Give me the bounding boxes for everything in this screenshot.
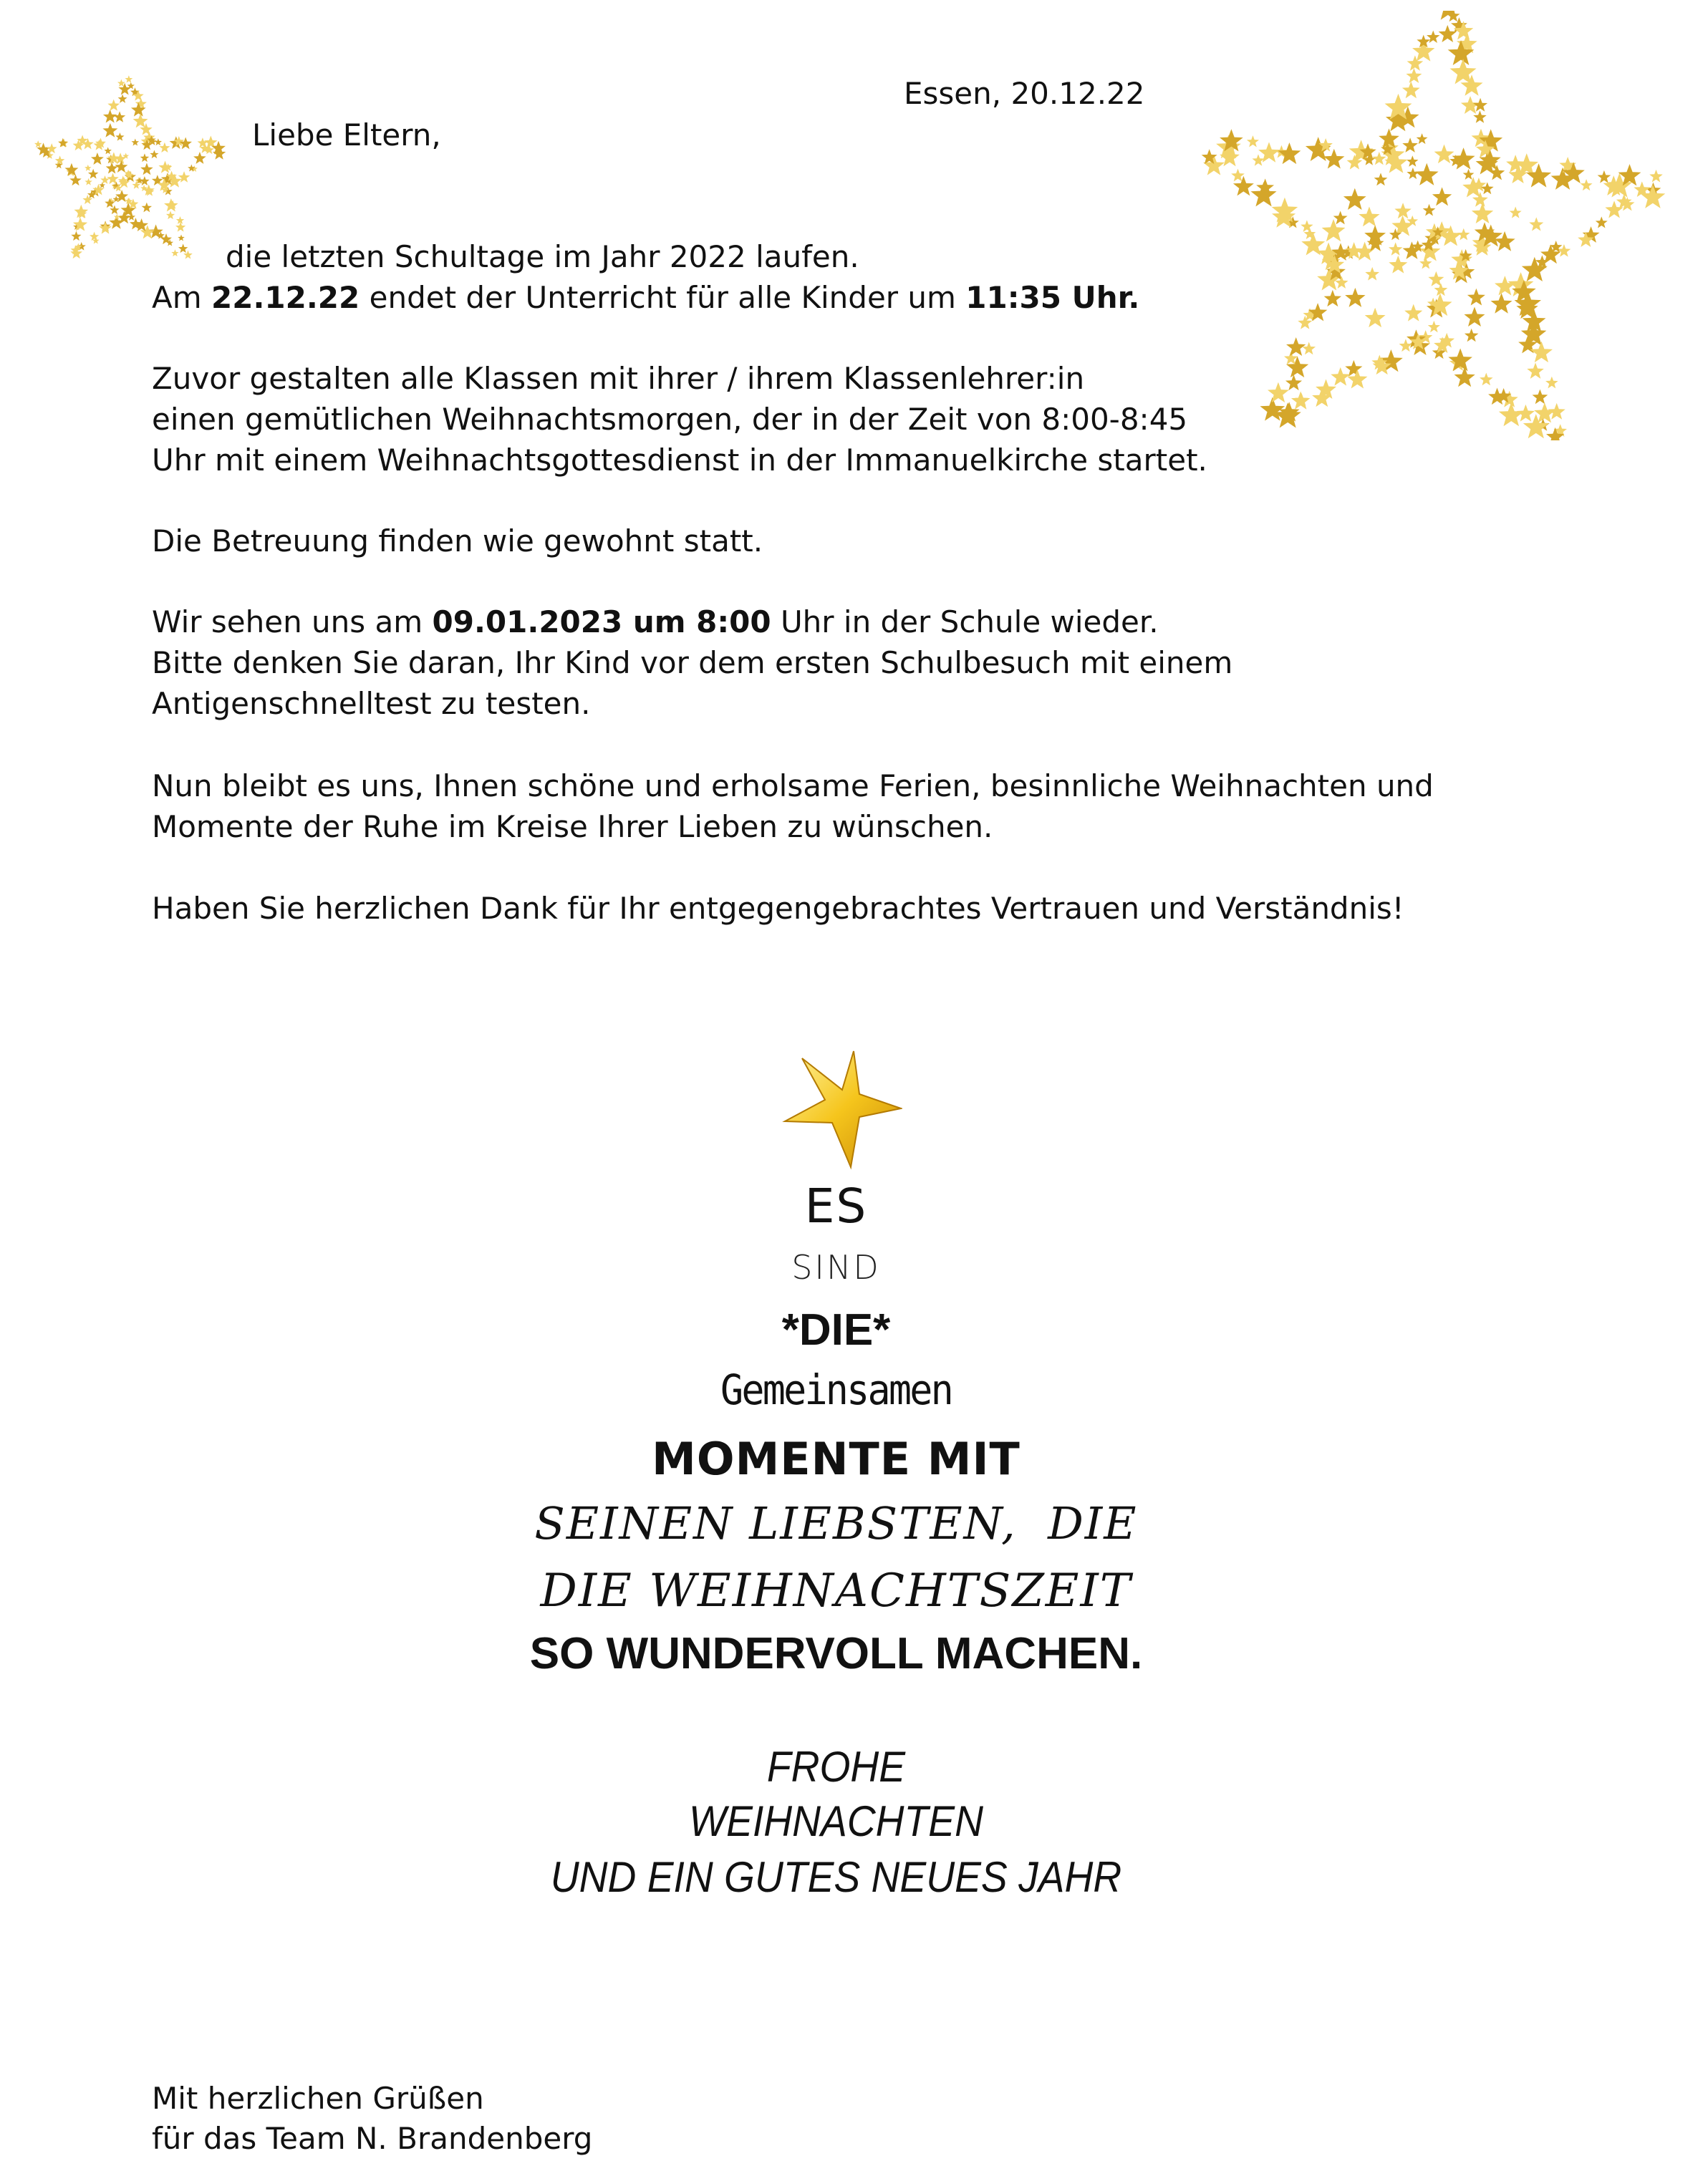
small-gold-star-icon: [1389, 256, 1407, 274]
small-gold-star-icon: [1533, 390, 1548, 405]
small-gold-star-icon: [1510, 206, 1522, 218]
small-gold-star-icon: [71, 231, 81, 241]
small-gold-star-icon: [118, 94, 127, 102]
paragraph-line: Momente der Ruhe im Kreise Ihrer Lieben zu wünschen.: [152, 809, 993, 844]
small-gold-star-icon: [1333, 211, 1348, 224]
paragraph-line: Nun bleibt es uns, Ihnen schöne und erholsame Ferien, besinnliche Weihnachten und: [152, 768, 1434, 803]
small-gold-star-icon: [175, 222, 185, 232]
small-gold-star-icon: [193, 152, 206, 164]
small-gold-star-icon: [1434, 283, 1448, 296]
small-gold-star-icon: [1428, 321, 1440, 332]
small-gold-star-icon: [105, 198, 115, 208]
tree-line-es: ES: [804, 1179, 868, 1234]
small-gold-star-icon: [171, 249, 178, 256]
small-gold-star-icon: [1359, 206, 1379, 226]
small-gold-star-icon: [1343, 188, 1366, 210]
small-gold-star-icon: [1548, 403, 1565, 420]
small-gold-star-icon: [1365, 308, 1386, 327]
small-gold-star-icon: [1365, 267, 1379, 281]
salutation: Liebe Eltern,: [252, 117, 441, 153]
tree-line-gemeinsamen: Gemeinsamen: [720, 1365, 952, 1414]
text: Am: [152, 280, 211, 315]
small-gold-star-icon: [127, 213, 135, 220]
small-gold-star-icon: [1428, 271, 1444, 286]
tree-top-star-icon: [773, 1045, 902, 1171]
small-gold-star-icon: [90, 232, 99, 241]
small-gold-star-icon: [69, 175, 81, 186]
end-of-lessons-line: [152, 277, 1139, 318]
small-gold-star-icon: [1322, 219, 1346, 241]
return-date-bold: 09.01.2023 um 8:00: [432, 604, 771, 639]
small-gold-star-icon: [179, 137, 192, 150]
small-gold-star-icon: [1472, 192, 1488, 207]
small-gold-star-icon: [1285, 374, 1302, 390]
small-gold-star-icon: [1499, 402, 1524, 426]
small-gold-star-icon: [55, 155, 64, 165]
greeting-line: WEIHNACHTEN: [689, 1797, 983, 1845]
small-gold-star-icon: [1480, 373, 1493, 386]
intro-line: die letzten Schultage im Jahr 2022 laufen.: [226, 239, 859, 274]
small-gold-star-icon: [1399, 339, 1413, 352]
small-gold-star-icon: [1323, 149, 1344, 169]
small-gold-star-icon: [1457, 228, 1470, 241]
small-gold-star-icon: [125, 75, 132, 82]
small-gold-star-icon: [1463, 169, 1475, 180]
small-gold-star-icon: [1402, 82, 1420, 99]
small-gold-star-icon: [1423, 204, 1436, 216]
thanks-line: Haben Sie herzlichen Dank für Ihr entgegengebrachtes Vertrauen und Verständnis!: [152, 891, 1404, 926]
small-gold-star-icon: [1596, 216, 1608, 228]
small-gold-star-icon: [100, 175, 109, 184]
date-bold: 22.12.22: [211, 280, 360, 315]
small-gold-star-icon: [1407, 155, 1418, 167]
paragraph-line: Uhr mit einem Weihnachtsgottesdienst in der Immanuelkirche startet.: [152, 443, 1207, 478]
small-gold-star-icon: [1402, 137, 1418, 153]
small-gold-star-icon: [1407, 168, 1419, 179]
small-gold-star-icon: [1581, 179, 1593, 190]
small-gold-star-icon: [1529, 217, 1543, 231]
place-date: Essen, 20.12.22: [904, 76, 1145, 111]
small-gold-star-icon: [99, 222, 112, 234]
small-gold-star-icon: [1495, 276, 1515, 295]
greeting-line: FROHE: [766, 1743, 906, 1791]
small-gold-star-icon: [155, 138, 162, 145]
small-gold-star-icon: [1452, 148, 1475, 169]
small-gold-star-icon: [1345, 360, 1362, 377]
small-gold-star-icon: [1252, 154, 1264, 165]
small-gold-star-icon: [176, 216, 184, 224]
small-gold-star-icon: [85, 178, 92, 185]
small-gold-star-icon: [142, 203, 152, 213]
small-gold-star-icon: [34, 140, 42, 148]
tree-line-liebsten: SEINEN LIEBSTEN, DIE: [534, 1497, 1138, 1549]
small-gold-star-icon: [1432, 187, 1452, 206]
small-gold-star-icon: [140, 153, 149, 162]
small-gold-star-icon: [1301, 220, 1313, 232]
small-gold-star-icon: [178, 234, 185, 241]
small-gold-star-icon: [106, 162, 118, 173]
small-gold-star-icon: [178, 171, 190, 183]
small-gold-star-icon: [85, 165, 91, 171]
small-gold-star-icon: [114, 111, 125, 122]
small-gold-star-icon: [102, 123, 117, 137]
paragraph-line: Bitte denken Sie daran, Ihr Kind vor dem ersten Schulbesuch mit einem: [152, 645, 1233, 680]
tree-line-die: *DIE*: [781, 1305, 891, 1355]
tree-line-sind: SIND: [791, 1248, 881, 1287]
time-bold: 11:35 Uhr.: [965, 280, 1140, 315]
small-gold-star-icon: [1467, 289, 1485, 306]
small-gold-star-icon: [1465, 329, 1479, 342]
signature-line: für das Team N. Brandenberg: [152, 2121, 593, 2156]
small-gold-star-icon: [1454, 367, 1475, 387]
small-gold-star-icon: [1598, 170, 1611, 183]
small-gold-star-icon: [1415, 163, 1439, 185]
text: Wir sehen uns am: [152, 604, 433, 639]
small-gold-star-icon: [159, 142, 170, 153]
tree-line-weihnachtszeit: DIE WEIHNACHTSZEIT: [540, 1565, 1132, 1618]
small-gold-star-icon: [1367, 235, 1384, 251]
small-gold-star-icon: [1404, 304, 1422, 321]
small-gold-star-icon: [213, 147, 226, 159]
small-gold-star-icon: [104, 147, 112, 154]
small-gold-star-icon: [1464, 306, 1485, 327]
text: endet der Unterricht für alle Kinder um: [360, 280, 966, 315]
return-line: [152, 601, 1159, 642]
small-gold-star-icon: [107, 100, 120, 111]
small-gold-star-icon: [1473, 98, 1487, 112]
small-gold-star-icon: [99, 182, 105, 188]
paragraph-line: Antigenschnelltest zu testen.: [152, 686, 591, 721]
large-star-cluster-icon: [1167, 11, 1683, 440]
paragraph-line: einen gemütlichen Weihnachtsmorgen, der in der Zeit von 8:00-8:45: [152, 402, 1188, 437]
tree-line-momente: MOMENTE MIT: [652, 1433, 1021, 1485]
paragraph-line: Zuvor gestalten alle Klassen mit ihrer / ihrem Klassenlehrer:in: [152, 361, 1085, 396]
small-gold-star-icon: [1324, 290, 1341, 306]
small-gold-star-icon: [115, 132, 124, 141]
small-gold-star-icon: [1427, 30, 1439, 43]
closing-line: Mit herzlichen Grüßen: [152, 2081, 484, 2116]
small-gold-star-icon: [166, 211, 175, 220]
small-gold-star-icon: [140, 163, 153, 175]
care-line: Die Betreuung finden wie gewohnt statt.: [152, 523, 763, 559]
small-gold-star-icon: [1374, 173, 1388, 185]
small-gold-star-icon: [1331, 367, 1350, 386]
greeting-line: UND EIN GUTES NEUES JAHR: [550, 1853, 1122, 1901]
small-gold-star-icon: [150, 150, 158, 159]
small-gold-star-icon: [131, 138, 139, 145]
small-gold-star-icon: [178, 243, 188, 253]
tree-line-wundervoll: SO WUNDERVOLL MACHEN.: [529, 1629, 1143, 1678]
small-gold-star-icon: [1268, 382, 1289, 402]
small-gold-star-icon: [1389, 242, 1402, 255]
small-star-cluster-icon: [21, 68, 236, 269]
text: Uhr in der Schule wieder.: [771, 604, 1159, 639]
small-gold-star-icon: [1649, 170, 1662, 183]
small-gold-star-icon: [91, 153, 104, 165]
small-gold-star-icon: [107, 173, 119, 184]
small-gold-star-icon: [1286, 337, 1306, 356]
small-gold-star-icon: [1439, 25, 1457, 42]
small-gold-star-icon: [1247, 135, 1259, 147]
small-gold-star-icon: [1527, 363, 1543, 379]
small-gold-star-icon: [1434, 145, 1454, 163]
small-gold-star-icon: [1302, 342, 1316, 355]
small-gold-star-icon: [1605, 200, 1623, 218]
small-gold-star-icon: [1472, 203, 1493, 223]
small-gold-star-icon: [1417, 133, 1428, 144]
small-gold-star-icon: [1491, 293, 1512, 314]
small-gold-star-icon: [198, 137, 208, 148]
small-gold-star-icon: [1545, 377, 1558, 389]
small-gold-star-icon: [1345, 288, 1365, 307]
